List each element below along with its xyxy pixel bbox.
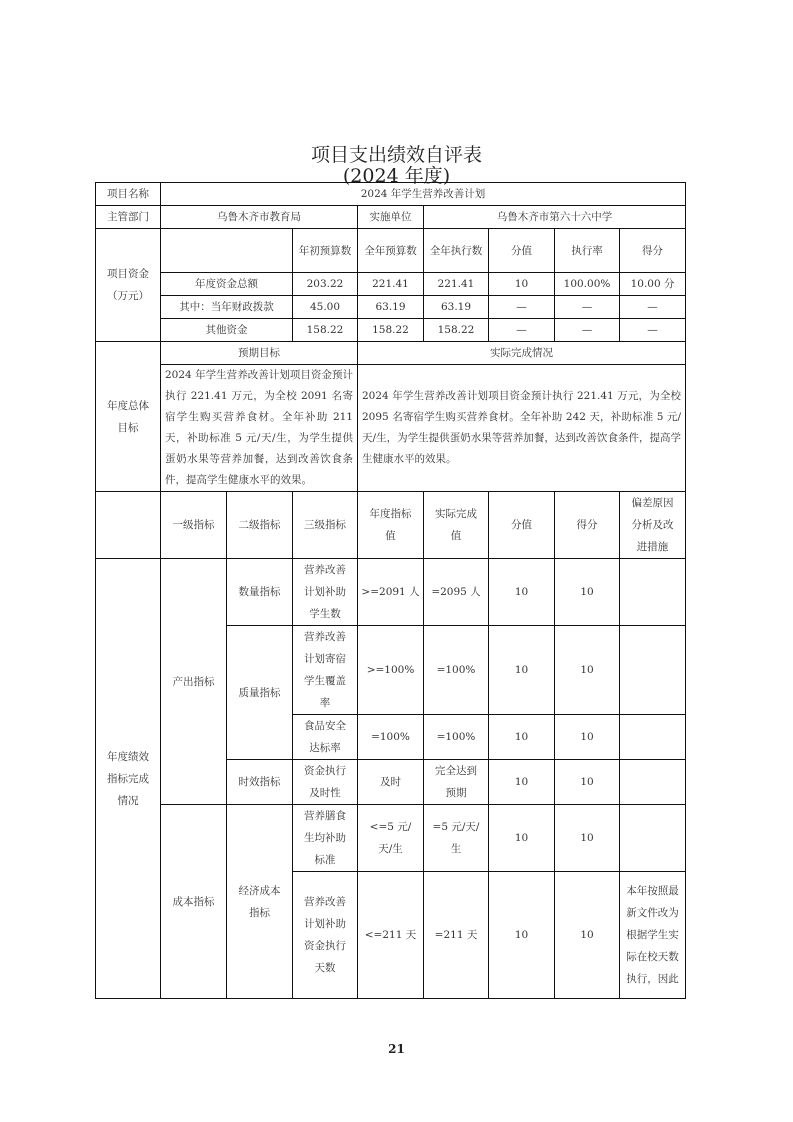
level3: 资金执行及时性: [293, 760, 358, 805]
funds-executed: 63.19: [424, 296, 489, 319]
deviation-note: [620, 805, 686, 872]
score: 10: [555, 872, 620, 999]
level1-cost: 成本指标: [161, 805, 227, 999]
deviation-note: [620, 760, 686, 805]
level1-output: 产出指标: [161, 559, 227, 805]
score: 10: [555, 760, 620, 805]
target-value: >=100%: [358, 626, 424, 715]
funds-col-rate: 执行率: [555, 229, 620, 273]
actual-value: =2095 人: [424, 559, 489, 626]
target-value: >=2091 人: [358, 559, 424, 626]
funds-executed: 158.22: [424, 319, 489, 342]
funds-row-name: 其他资金: [161, 319, 293, 342]
funds-initial: 158.22: [293, 319, 358, 342]
funds-initial: 45.00: [293, 296, 358, 319]
funds-score: 10.00 分: [620, 273, 686, 296]
goals-label: 年度总体目标: [96, 342, 161, 492]
score-value: 10: [489, 805, 555, 872]
level2-timeliness: 时效指标: [227, 760, 293, 805]
funds-row: [96, 296, 686, 319]
score-value: 10: [489, 715, 555, 760]
level3: 营养改善计划寄宿学生覆盖率: [293, 626, 358, 715]
funds-header-row: [96, 229, 686, 273]
dept-row: [96, 206, 686, 229]
dept-label: 主管部门: [96, 206, 161, 229]
level2-quality: 质量指标: [227, 626, 293, 760]
score-value: 10: [489, 760, 555, 805]
funds-score: —: [620, 319, 686, 342]
col-target: 年度指标值: [358, 492, 424, 559]
funds-row: [96, 273, 686, 296]
col-actual: 实际完成值: [424, 492, 489, 559]
dept-value: 乌鲁木齐市教育局: [161, 206, 358, 229]
target-value: <=211 天: [358, 872, 424, 999]
deviation-note: [620, 559, 686, 626]
funds-initial: 203.22: [293, 273, 358, 296]
target-value: <=5 元/天/生: [358, 805, 424, 872]
deviation-note: [620, 626, 686, 715]
actual-completion-text: 2024 年学生营养改善计划项目资金预计执行 221.41 万元，为全校 2095 名寄宿学生购买营养食材。全年补助 242 天，补助标准 5 元/天/生，为学生提供蛋奶水果等营养加餐，达到改善饮食条件，提高学生健康水平的效果。: [358, 365, 686, 492]
expected-goal-label: 预期目标: [161, 342, 358, 365]
level2-economic-cost: 经济成本指标: [227, 805, 293, 999]
funds-annual: 158.22: [358, 319, 424, 342]
funds-annual: 221.41: [358, 273, 424, 296]
indicators-section-label: 年度绩效指标完成情况: [96, 559, 161, 999]
goals-content-row: [96, 365, 686, 492]
score-value: 10: [489, 559, 555, 626]
funds-score: —: [620, 296, 686, 319]
funds-blank: [161, 229, 293, 273]
score: 10: [555, 626, 620, 715]
indicator-row: [96, 559, 686, 626]
actual-value: =100%: [424, 626, 489, 715]
funds-col-initial: 年初预算数: [293, 229, 358, 273]
funds-col-score-value: 分值: [489, 229, 555, 273]
funds-executed: 221.41: [424, 273, 489, 296]
col-level1: 一级指标: [161, 492, 227, 559]
funds-col-score: 得分: [620, 229, 686, 273]
col-value: 分值: [489, 492, 555, 559]
funds-rate: —: [555, 319, 620, 342]
funds-row: [96, 319, 686, 342]
funds-rate: 100.00%: [555, 273, 620, 296]
col-level2: 二级指标: [227, 492, 293, 559]
actual-value: =211 天: [424, 872, 489, 999]
level3: 食品安全达标率: [293, 715, 358, 760]
indicator-row: [96, 805, 686, 872]
deviation-note: 本年按照最新文件改为根据学生实际在校天数执行，因此: [620, 872, 686, 999]
funds-score-value: —: [489, 319, 555, 342]
funds-rate: —: [555, 296, 620, 319]
funds-col-annual: 全年预算数: [358, 229, 424, 273]
score: 10: [555, 559, 620, 626]
document-subtitle: (2024 年度): [342, 165, 451, 187]
actual-value: =100%: [424, 715, 489, 760]
level2-quantity: 数量指标: [227, 559, 293, 626]
impl-value: 乌鲁木齐市第六十六中学: [424, 206, 686, 229]
score: 10: [555, 715, 620, 760]
funds-label: 项目资金（万元）: [96, 229, 161, 342]
level3: 营养改善计划补助资金执行天数: [293, 872, 358, 999]
score: 10: [555, 805, 620, 872]
project-name-label: 项目名称: [96, 183, 161, 206]
goals-header-row: [96, 342, 686, 365]
expected-goal-text: 2024 年学生营养改善计划项目资金预计执行 221.41 万元，为全校 2091 名寄宿学生购买营养食材。全年补助 211 天，补助标准 5 元/天/生，为学生提供蛋奶水果等营养加餐，达到改善饮食条件，提高学生健康水平的效果。: [161, 365, 358, 492]
performance-table: [95, 182, 686, 999]
target-value: =100%: [358, 715, 424, 760]
level3: 营养改善计划补助学生数: [293, 559, 358, 626]
score-value: 10: [489, 872, 555, 999]
level3: 营养膳食生均补助标准: [293, 805, 358, 872]
funds-row-name: 其中：当年财政拨款: [161, 296, 293, 319]
col-level3: 三级指标: [293, 492, 358, 559]
deviation-note: [620, 715, 686, 760]
col-deviation: 偏差原因分析及改进措施: [620, 492, 686, 559]
impl-label: 实施单位: [358, 206, 424, 229]
indicator-header-blank: [96, 492, 161, 559]
funds-score-value: —: [489, 296, 555, 319]
indicator-header-row: [96, 492, 686, 559]
actual-completion-label: 实际完成情况: [358, 342, 686, 365]
project-name-row: [96, 183, 686, 206]
actual-value: =5 元/天/生: [424, 805, 489, 872]
actual-value: 完全达到预期: [424, 760, 489, 805]
funds-col-executed: 全年执行数: [424, 229, 489, 273]
page-number: 21: [388, 1042, 405, 1056]
funds-annual: 63.19: [358, 296, 424, 319]
funds-row-name: 年度资金总额: [161, 273, 293, 296]
col-score: 得分: [555, 492, 620, 559]
document-title: 项目支出绩效自评表: [310, 144, 482, 166]
score-value: 10: [489, 626, 555, 715]
target-value: 及时: [358, 760, 424, 805]
funds-score-value: 10: [489, 273, 555, 296]
project-name-value: 2024 年学生营养改善计划: [161, 183, 686, 206]
